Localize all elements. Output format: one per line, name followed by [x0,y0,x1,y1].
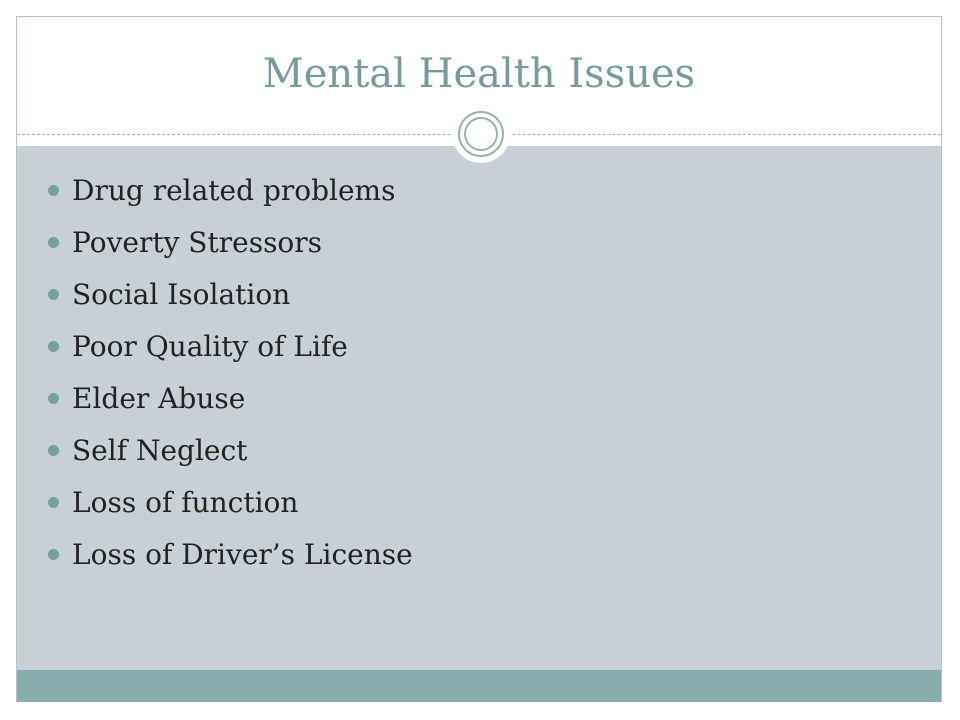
list-item [48,268,413,320]
bullet-text: Poor Quality of Life [72,329,348,363]
list-item [48,164,413,216]
bullet-text: Self Neglect [72,433,248,467]
bullet-dot-icon [48,549,59,560]
bullet-dot-icon [48,289,59,300]
bullet-list [48,164,413,580]
bullet-text: Poverty Stressors [72,225,323,259]
inner-ring [464,117,498,151]
slide-title: Mental Health Issues [262,51,696,97]
bullet-dot-icon [48,185,59,196]
bullet-text: Drug related problems [72,173,396,207]
bullet-dot-icon [48,237,59,248]
list-item [48,216,413,268]
list-item [48,424,413,476]
double-ring-icon [452,105,510,163]
footer-bar [17,670,941,702]
list-item [48,320,413,372]
list-item [48,476,413,528]
bullet-text: Elder Abuse [72,381,246,415]
list-item [48,528,413,580]
bullet-dot-icon [48,341,59,352]
list-item [48,372,413,424]
bullet-text: Social Isolation [72,277,291,311]
bullet-dot-icon [48,393,59,404]
bullet-dot-icon [48,445,59,456]
bullet-text: Loss of Driver’s License [72,537,413,571]
bullet-dot-icon [48,497,59,508]
bullet-text: Loss of function [72,485,299,519]
